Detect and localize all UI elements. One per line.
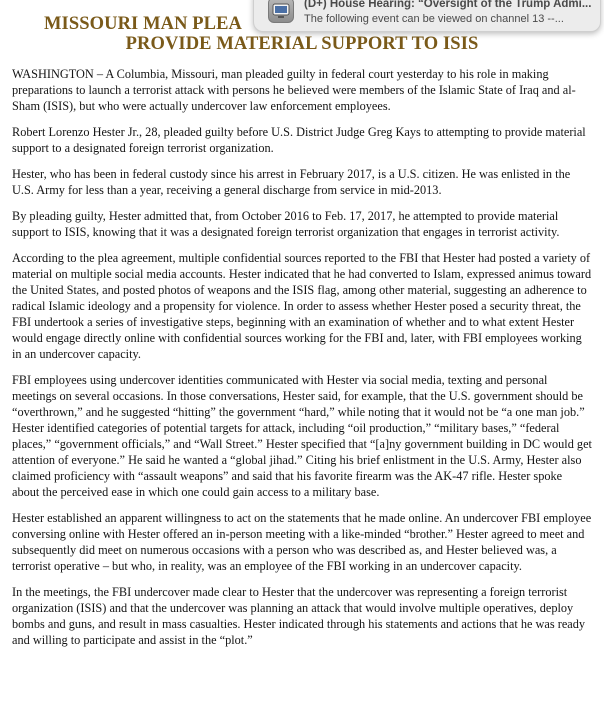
tv-icon [272, 1, 290, 19]
notification-body: The following event can be viewed on channel 13 --... [304, 13, 564, 25]
headline-line-2: PROVIDE MATERIAL SUPPORT TO ISIS [125, 34, 479, 54]
paragraph-custody: Hester, who has been in federal custody since his arrest in February 2017, is a U.S. citizen. He was enlisted in the U.S. Army for less than a year, receiving a general discharge from service in mid-2013. [12, 167, 571, 197]
paragraph-admission: By pleading guilty, Hester admitted that, from October 2016 to Feb. 17, 2017, he attempted to provide material support to ISIS, knowing that it was a designated foreign terrorist organization that engages in terrorist activity. [12, 209, 560, 239]
notification-banner[interactable] [253, 0, 601, 32]
notification-title: (D+) House Hearing: “Oversight of the Trump Admi... [304, 0, 592, 10]
headline-line-1: MISSOURI MAN PLEA [44, 14, 243, 34]
paragraph-plea-agreement: According to the plea agreement, multiple confidential sources reported to the FBI that Hester had posted a variety of material on multiple social media accounts. Hester indicated that he had converted to Islam, expressed animus toward the United States, and posted photos of weapons and the ISIS flag, among other material, suggesting an adherence to radical Islamic ideology and a propensity for violence. In order to assess whether Hester posed a security threat, the FBI undertook a series of investigative steps, beginning with an examination of whether and to what extent Hester would engage directly online with confidential sources working for the FBI and, later, with FBI employees working in an undercover capacity. [12, 251, 592, 361]
paragraph-meetings: In the meetings, the FBI undercover made clear to Hester that the undercover was representing a foreign terrorist organization (ISIS) and that the undercover was planning an attack that would involve multiple operatives, deploy bombs and guns, and result in mass casualties. Hester indicated through his statements and actions that he was ready and willing to participate and assist in the “plot.” [12, 585, 586, 647]
paragraph-undercover-communications: FBI employees using undercover identities communicated with Hester via social media, texting and personal meetings on several occasions. In those conversations, Hester said, for example, that the U.S. government should be “overthrown,” and he suggested “hitting” the government “hard,” while noting that it would not be “a one man job.” Hester identified categories of potential targets for attack, including “oil production,” “military bases,” “federal places,” “government officials,” and “Wall Street.” Hester specified that “[a]ny government building in DC would get attention of everyone.” He said he wanted a “global jihad.” Citing his brief enlistment in the U.S. Army, Hester also claimed proficiency with “assault weapons” and said that his favorite firearm was the AK-47 rifle. Hester spoke about the perceived ease in which one could gain access to a military base. [12, 373, 592, 499]
app-icon [268, 0, 294, 23]
paragraph-plea: Robert Lorenzo Hester Jr., 28, pleaded guilty before U.S. District Judge Greg Kays to attempting to provide material support to a designated foreign terrorist organization. [12, 125, 586, 155]
article-body [12, 66, 592, 658]
paragraph-willingness: Hester established an apparent willingness to act on the statements that he made online. An undercover FBI employee conversing online with Hester offered an in-person meeting with a like-minded “brother.” Hester agreed to meet and subsequently did meet on numerous occasions with a person who was described as, and Hester believed was, a terrorist operative – but who, in reality, was an employee of the FBI working in an undercover capacity. [12, 511, 592, 573]
paragraph-dateline: WASHINGTON – A Columbia, Missouri, man pleaded guilty in federal court yesterday to his role in making preparations to launch a terrorist attack with persons he believed were members of the Islamic State of Iraq and al-Sham (ISIS), but who were actually undercover law enforcement employees. [12, 67, 576, 113]
